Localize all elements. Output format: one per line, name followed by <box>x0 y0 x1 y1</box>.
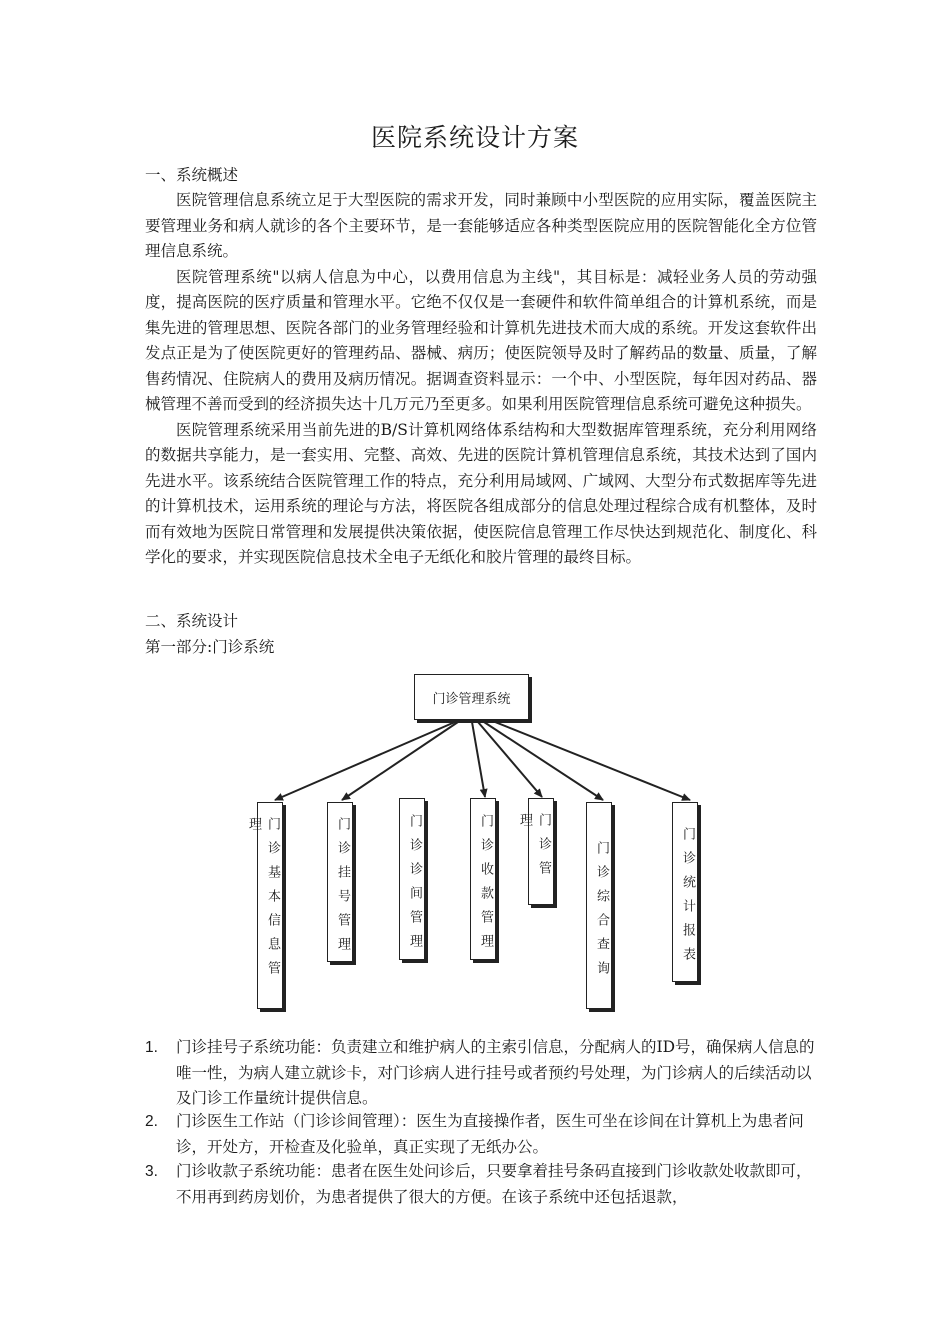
connector-7 <box>490 720 690 800</box>
list-item <box>145 1035 817 1112</box>
connector-5 <box>478 722 542 797</box>
paragraph-goals: 医院管理系统"以病人信息为中心，以费用信息为主线"，其目标是：减轻业务人员的劳动强度，提高医院的医疗质量和管理水平。它绝不仅仅是一套硬件和软件简单组合的计算机系统，而是集先进的管理思想、医院各部门的业务管理经验和计算机先进技术而大成的系统。开发这套软件出发点正是为了使医院更好的管理药品、器械、病历；使医院领导及时了解药品的数量、质量，了解售药情况、住院病人的费用及病历情况。据调查资料显示：一个中、小型医院，每年因对药品、器械管理不善而受到的经济损失达十几万元乃至更多。如果利用医院管理信息系统可避免这种损失。 <box>145 267 817 413</box>
body-text <box>145 188 817 571</box>
diagram-root-node: 门诊管理系统 <box>414 674 529 720</box>
document-title: 医院系统设计方案 <box>370 123 579 152</box>
diagram-node-consultation: 门诊诊间管理 <box>399 798 425 960</box>
list-number: 3. <box>145 1163 158 1180</box>
list-item <box>145 1159 817 1210</box>
paragraph-intro: 医院管理信息系统立足于大型医院的需求开发，同时兼顾中小型医院的应用实际，覆盖医院主要管理业务和病人就诊的各个主要环节，是一套能够适应各种类型医院应用的医院智能化全方位管理信息系统。 <box>145 191 817 260</box>
diagram-node-management: 门诊管理 <box>528 798 554 905</box>
list-number: 1. <box>145 1039 158 1056</box>
paragraph-architecture: 医院管理系统采用当前先进的B/S计算机网络体系结构和大型数据库管理系统，充分利用网络的数据共享能力，是一套实用、完整、高效、先进的医院计算机管理信息系统，其技术达到了国内先进水平。该系统结合医院管理工作的特点，充分利用局域网、广域网、大型分布式数据库等先进的计算机技术，运用系统的理论与方法，将医院各组成部分的信息处理过程综合成有机整体，及时而有效地为医院日常管理和发展提供决策依据，使医院信息管理工作尽快达到规范化、制度化、科学化的要求，并实现医院信息技术全电子无纸化和胶片管理的最终目标。 <box>145 420 817 566</box>
list-text: 门诊收款子系统功能：患者在医生处问诊后，只要拿着挂号条码直接到门诊收款处收款即可，不用再到药房划价，为患者提供了很大的方便。在该子系统中还包括退款， <box>176 1162 812 1206</box>
connector-4 <box>472 722 485 797</box>
list-number: 2. <box>145 1113 158 1130</box>
diagram-node-basic-info: 门诊基本信息管理 <box>257 802 283 1009</box>
diagram-node-query: 门诊综合查询 <box>586 802 612 1009</box>
section-heading-overview: 一、系统概述 <box>145 166 239 184</box>
connector-2 <box>342 722 458 800</box>
diagram-node-registration: 门诊挂号管理 <box>327 802 353 962</box>
section-heading-design: 二、系统设计 <box>145 612 239 630</box>
part-heading-outpatient: 第一部分:门诊系统 <box>145 638 275 656</box>
list-text: 门诊挂号子系统功能：负责建立和维护病人的主索引信息，分配病人的ID号，确保病人信息的唯一性，为病人建立就诊卡，对门诊病人进行挂号或者预约号处理，为门诊病人的后续活动以及门诊工作量统计提供信息。 <box>176 1038 815 1107</box>
list-text: 门诊医生工作站（门诊诊间管理）：医生为直接操作者，医生可坐在诊间在计算机上为患者问诊，开处方，开检查及化验单，真正实现了无纸办公。 <box>176 1112 804 1156</box>
connector-6 <box>484 722 603 800</box>
list-item <box>145 1109 817 1160</box>
diagram-node-payment: 门诊收款管理 <box>470 798 496 960</box>
connector-1 <box>275 722 455 800</box>
diagram-node-report: 门诊统计报表 <box>672 802 698 982</box>
